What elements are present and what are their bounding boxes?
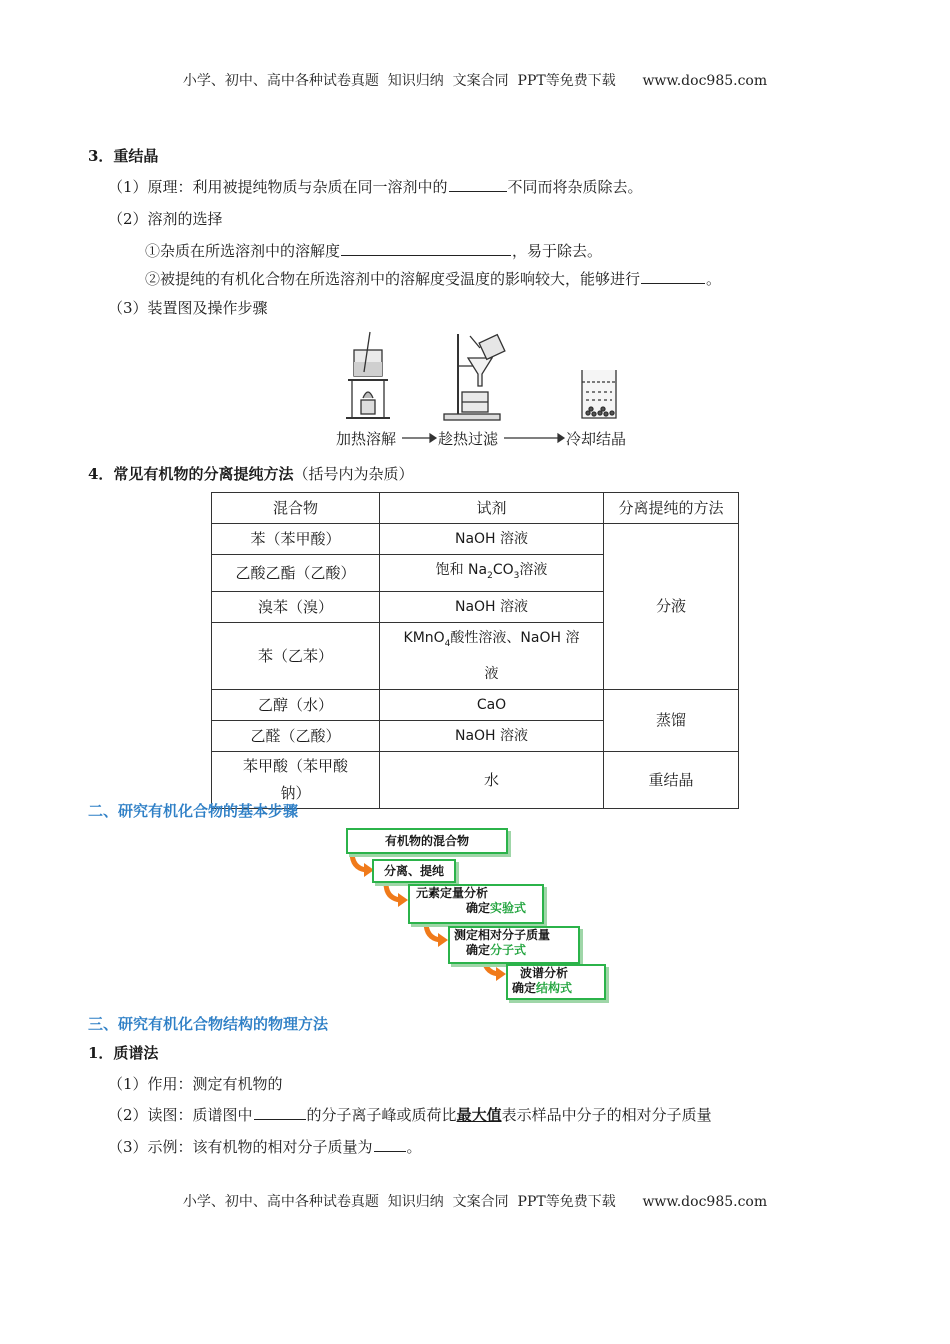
part-3-title: 三、研究有机化合物结构的物理方法 (88, 1015, 329, 1033)
flow-step-separation: 分离、提纯 (372, 859, 456, 883)
table-row (212, 524, 739, 555)
page-header: 小学、初中、高中各种试卷真题 知识归纳 文案合同 PPT等免费下载 www.doc985.com (182, 73, 768, 89)
step-label-crystallize: 冷却结晶 (566, 430, 627, 448)
filtration-apparatus-icon (444, 334, 505, 420)
method-cell: 蒸馏 (604, 689, 739, 751)
table-header-row (212, 493, 739, 524)
flow-step-mixture: 有机物的混合物 (346, 828, 508, 854)
reagent-cell: NaOH 溶液 (380, 524, 604, 555)
subscript: 4 (444, 638, 451, 649)
reagent-text: 酸性溶液、NaOH 溶 (450, 629, 580, 646)
solvent-point-1-text: ①杂质在所选溶剂中的溶解度 (145, 242, 341, 260)
reagent-text: 溶液 (519, 562, 548, 578)
reading-text: （2）读图：质谱图中 (108, 1106, 253, 1124)
mixture-text: 钠） (280, 783, 311, 802)
mixture-cell: 苯（苯甲酸） (212, 524, 380, 555)
method-cell: 分液 (604, 524, 739, 690)
mixture-cell: 乙醛（乙酸） (212, 720, 380, 751)
solvent-point-2-text: ②被提纯的有机化合物在所选溶剂中的溶解度受温度的影响较大，能够进行 (145, 270, 641, 288)
solvent-point-2 (145, 268, 721, 289)
reagent-cell: 水 (380, 751, 604, 808)
crystallization-beaker-icon (582, 370, 616, 418)
section-3-title: 3．重结晶 (88, 147, 159, 165)
solvent-point-1-end: ，易于除去。 (512, 242, 603, 260)
mixture-text: 苯甲酸（苯甲酸 (242, 756, 348, 775)
reading-text: 表示样品中分子的相对分子质量 (501, 1106, 712, 1124)
flow-step-result (450, 943, 578, 958)
flow-step-spectral-analysis (506, 964, 606, 1000)
heating-apparatus-icon (346, 332, 390, 418)
example-text: 。 (406, 1138, 422, 1156)
answer-blank (641, 269, 705, 284)
principle-text: （1）原理：利用被提纯物质与杂质在同一溶剂中的 (108, 178, 448, 196)
table-header: 混合物 (212, 493, 380, 524)
section-4-title-line (88, 463, 413, 484)
answer-blank (374, 1137, 406, 1152)
reagent-cell (380, 555, 604, 592)
table-header: 试剂 (380, 493, 604, 524)
reagent-cell: CaO (380, 689, 604, 720)
solvent-point-1 (145, 240, 602, 261)
mixture-cell: 溴苯（溴） (212, 591, 380, 622)
answer-blank (254, 1105, 306, 1120)
flow-step-text: 元素定量分析 (416, 886, 489, 900)
emphasis-text: 最大值 (456, 1106, 502, 1124)
mass-spec-example (108, 1136, 422, 1157)
section-4-note: （括号内为杂质） (293, 465, 414, 483)
page-footer: 小学、初中、高中各种试卷真题 知识归纳 文案合同 PPT等免费下载 www.doc985.com (182, 1194, 768, 1210)
step-label-dissolve: 加热溶解 (336, 430, 397, 448)
flow-step-text: 测定相对分子质量 (454, 928, 551, 942)
flow-step-elemental-analysis (408, 884, 544, 924)
reagent-text: CO (492, 562, 514, 578)
reagent-cell (380, 622, 604, 689)
mixture-cell: 乙酸乙酯（乙酸） (212, 555, 380, 592)
flow-step-molecular-mass (448, 926, 580, 964)
example-text: （3）示例：该有机物的相对分子质量为 (108, 1138, 373, 1156)
reagent-text: KMnO (403, 629, 445, 646)
flow-step-result (410, 901, 542, 916)
mass-spec-reading (108, 1104, 712, 1125)
reagent-cell: NaOH 溶液 (380, 591, 604, 622)
flow-step-result (508, 981, 604, 996)
flow-step-text: 确定 (512, 981, 537, 995)
principle-line (108, 176, 643, 197)
flow-step-highlight: 分子式 (490, 943, 527, 957)
solvent-point-2-end: 。 (706, 270, 722, 288)
mixture-cell: 苯（乙苯） (212, 622, 380, 689)
subscript: 2 (487, 570, 493, 581)
reagent-text: 液 (484, 665, 499, 682)
principle-text-end: 不同而将杂质除去。 (507, 178, 643, 196)
flow-step-text: 确定 (466, 943, 491, 957)
part-2-title: 二、研究有机化合物的基本步骤 (88, 802, 299, 820)
table-header: 分离提纯的方法 (604, 493, 739, 524)
answer-blank (341, 241, 511, 256)
flow-step-highlight: 实验式 (490, 901, 527, 915)
table-row (212, 689, 739, 720)
mass-spec-purpose: （1）作用：测定有机物的 (108, 1075, 283, 1093)
reading-text: 的分子离子峰或质荷比 (306, 1106, 457, 1124)
flow-step-highlight: 结构式 (536, 981, 573, 995)
step-label-filter: 趁热过滤 (438, 430, 499, 448)
mixture-cell: 乙醇（水） (212, 689, 380, 720)
answer-blank (449, 177, 507, 192)
separation-methods-table (211, 492, 739, 809)
mass-spec-title: 1．质谱法 (88, 1044, 159, 1062)
reagent-text: 饱和 Na (435, 562, 488, 578)
subscript: 3 (513, 570, 520, 581)
flow-step-text: 确定 (466, 901, 491, 915)
apparatus-heading: （3）装置图及操作步骤 (108, 299, 268, 317)
reagent-cell: NaOH 溶液 (380, 720, 604, 751)
method-cell: 重结晶 (604, 751, 739, 808)
flow-step-text: 波谱分析 (520, 966, 569, 980)
solvent-choice-heading: （2）溶剂的选择 (108, 210, 223, 228)
section-4-title: 4．常见有机物的分离提纯方法 (88, 465, 294, 483)
